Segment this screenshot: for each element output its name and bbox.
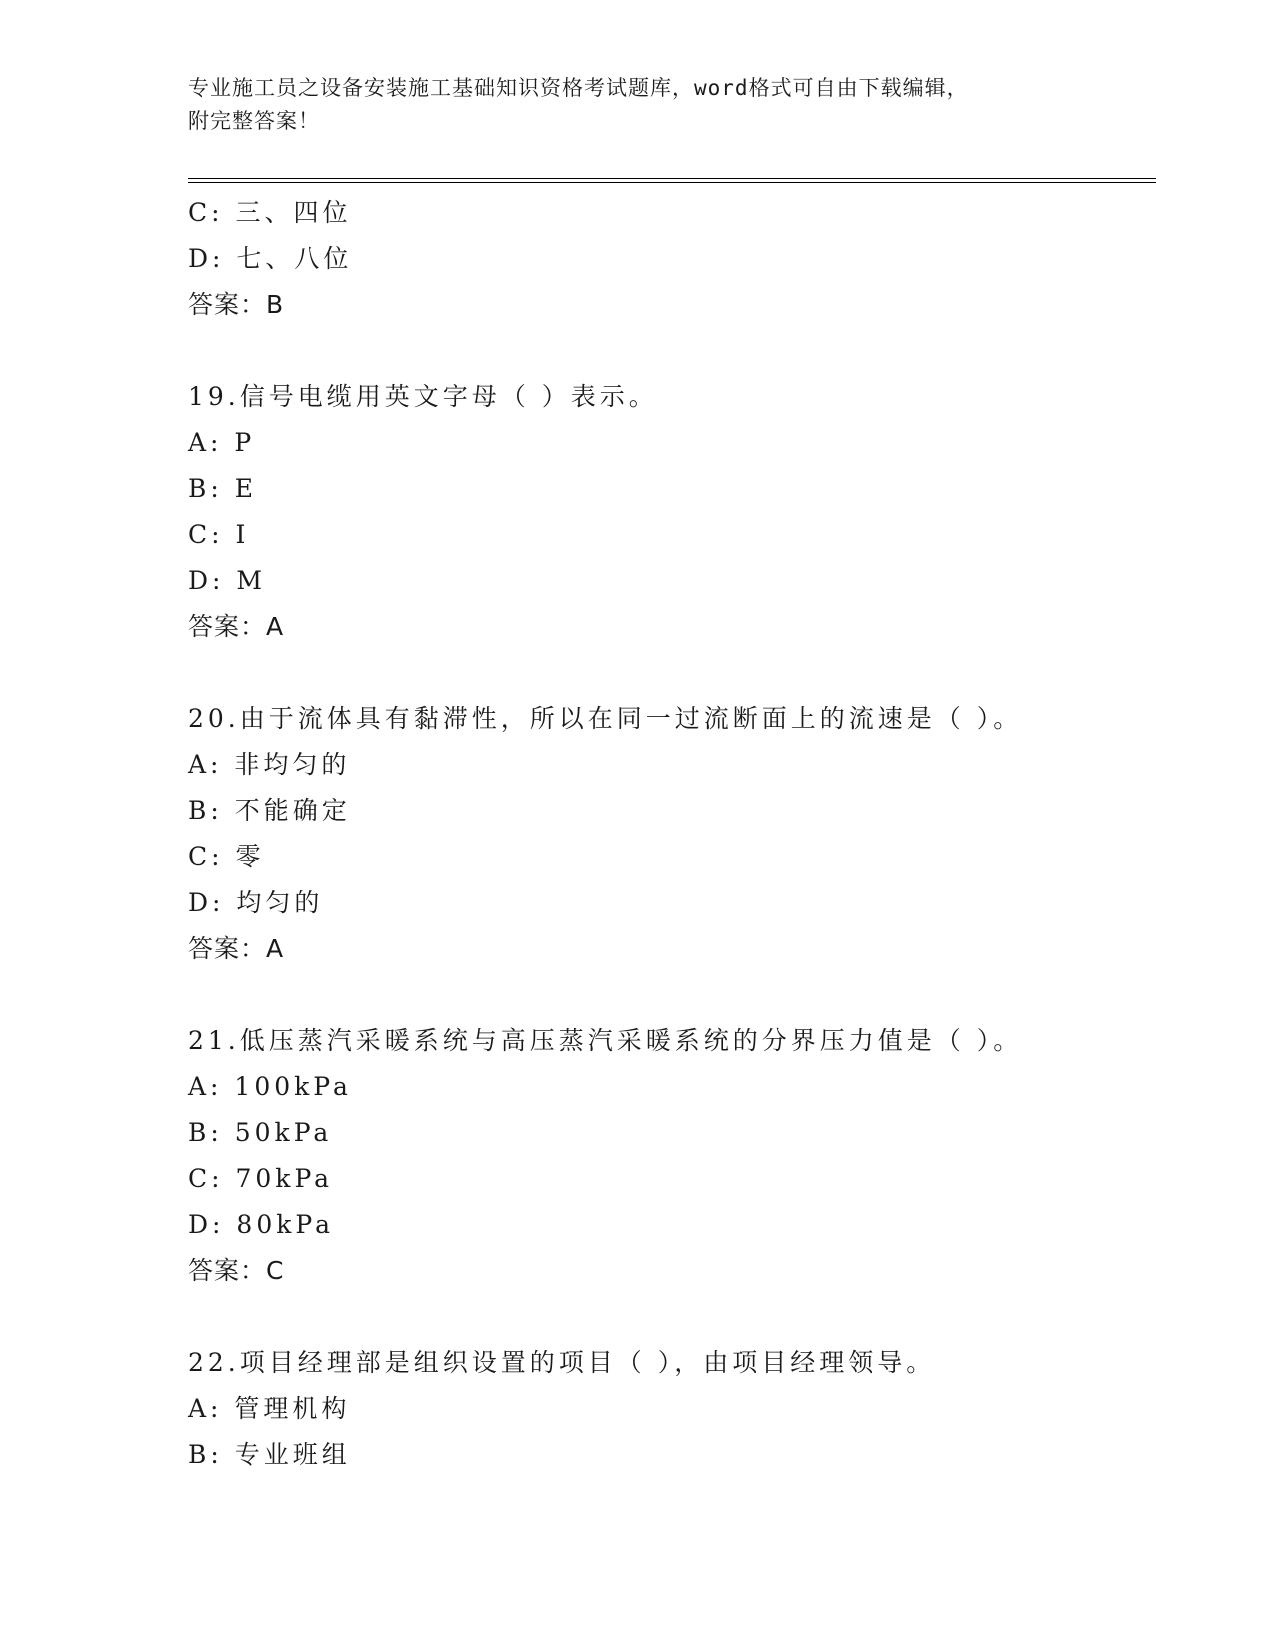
question-20 bbox=[188, 696, 1156, 972]
question-partial bbox=[188, 190, 1156, 328]
answer-line: 答案：A bbox=[188, 934, 285, 963]
option-a: A: 非均匀的 bbox=[188, 750, 351, 779]
option-a: A: 100kPa bbox=[188, 1072, 352, 1101]
question-list bbox=[188, 190, 1156, 1478]
spacer bbox=[188, 650, 1156, 696]
option-a: A: 管理机构 bbox=[188, 1394, 351, 1423]
document-header bbox=[188, 72, 1088, 138]
answer-line: 答案：C bbox=[188, 1256, 285, 1285]
question-text: 22.项目经理部是组织设置的项目（ ），由项目经理领导。 bbox=[188, 1348, 936, 1377]
header-line-2: 附完整答案！ bbox=[188, 109, 320, 133]
option-d: D: M bbox=[188, 566, 267, 595]
option-d: D: 七、八位 bbox=[188, 244, 353, 273]
question-21 bbox=[188, 1018, 1156, 1294]
spacer bbox=[188, 1294, 1156, 1340]
question-text: 19.信号电缆用英文字母（ ）表示。 bbox=[188, 382, 658, 411]
question-text: 21.低压蒸汽采暖系统与高压蒸汽采暖系统的分界压力值是（ ）。 bbox=[188, 1026, 1023, 1055]
option-d: D: 80kPa bbox=[188, 1210, 334, 1239]
question-22 bbox=[188, 1340, 1156, 1478]
option-c: C: I bbox=[188, 520, 250, 549]
option-b: B: 不能确定 bbox=[188, 796, 351, 825]
answer-line: 答案：A bbox=[188, 612, 285, 641]
option-c: C: 三、四位 bbox=[188, 198, 352, 227]
spacer bbox=[188, 328, 1156, 374]
answer-line: 答案：B bbox=[188, 290, 285, 319]
option-b: B: 50kPa bbox=[188, 1118, 333, 1147]
header-line-1: 专业施工员之设备安装施工基础知识资格考试题库，word格式可自由下载编辑， bbox=[188, 76, 969, 100]
option-c: C: 70kPa bbox=[188, 1164, 334, 1193]
option-b: B: E bbox=[188, 474, 257, 503]
question-19 bbox=[188, 374, 1156, 650]
option-a: A: P bbox=[188, 428, 256, 457]
option-d: D: 均匀的 bbox=[188, 888, 324, 917]
question-text: 20.由于流体具有黏滞性，所以在同一过流断面上的流速是（ ）。 bbox=[188, 704, 1023, 733]
spacer bbox=[188, 972, 1156, 1018]
option-b: B: 专业班组 bbox=[188, 1440, 351, 1469]
header-divider bbox=[188, 178, 1156, 183]
option-c: C: 零 bbox=[188, 842, 265, 871]
